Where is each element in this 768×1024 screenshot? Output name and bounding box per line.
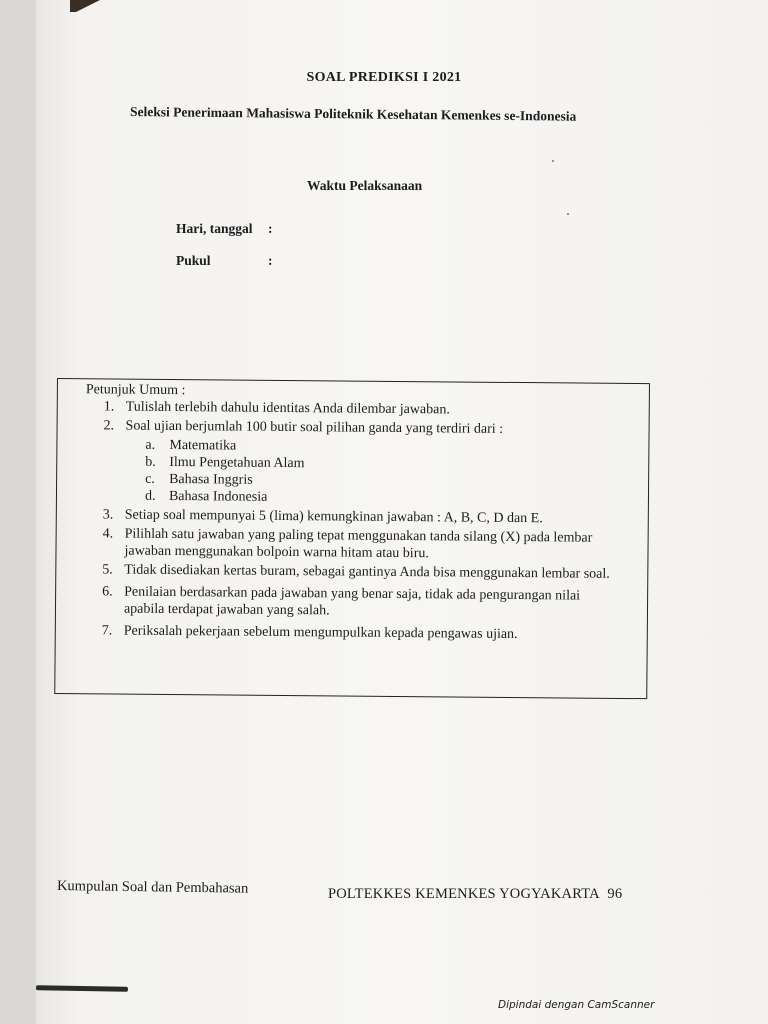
- sub-item-letter: c.: [145, 471, 155, 487]
- field-label: Hari, tanggal: [176, 221, 253, 236]
- sub-item-text: Ilmu Pengetahuan Alam: [169, 454, 305, 472]
- section-heading: Waktu Pelaksanaan: [307, 178, 423, 193]
- item-number: 4.: [102, 526, 114, 542]
- item-text: Soal ujian berjumlah 100 butir soal pilihan ganda yang terdiri dari :: [125, 418, 504, 437]
- item-text: Penilaian berdasarkan pada jawaban yang benar saja, tidak ada pengurangan nilai apabila terdapat jawaban yang salah.: [123, 584, 581, 619]
- sub-item-text: Bahasa Inggris: [169, 471, 253, 488]
- list-item: [56, 561, 647, 583]
- list-item: [56, 622, 647, 644]
- item-number: 5.: [102, 562, 113, 578]
- sub-item-letter: a.: [145, 437, 156, 453]
- sub-item-text: Matematika: [169, 437, 237, 454]
- item-text: Tulislah terlebih dahulu identitas Anda dilembar jawaban.: [125, 399, 450, 418]
- list-item: [56, 525, 647, 564]
- item-number: 7.: [101, 623, 113, 639]
- footer-institution: [328, 886, 622, 903]
- item-text: Pilihlah satu jawaban yang paling tepat menggunakan tanda silang (X) pada lembar jawaban menggunakan bolpoin warna hitam atau biru.: [124, 526, 593, 562]
- instructions-heading: Petunjuk Umum :: [85, 382, 186, 399]
- item-number: 2.: [103, 418, 115, 434]
- scan-speck: [552, 160, 554, 162]
- field-separator: :: [268, 253, 273, 268]
- scan-speck: [567, 213, 569, 215]
- sub-item-letter: b.: [145, 454, 156, 470]
- instructions-list: [56, 398, 649, 644]
- instructions-box: [54, 378, 650, 699]
- field-hari-tanggal: [176, 221, 273, 237]
- item-text: Periksalah pekerjaan sebelum mengumpulkan kepada pengawas ujian.: [123, 623, 518, 643]
- footer-institution-name: POLTEKKES KEMENKES YOGYAKARTA: [328, 886, 600, 902]
- sub-item-letter: d.: [144, 488, 156, 504]
- footer-book-title: Kumpulan Soal dan Pembahasan: [56, 878, 249, 897]
- camscanner-watermark: Dipindai dengan CamScanner: [498, 999, 655, 1011]
- list-item: [57, 417, 649, 509]
- item-text: Setiap soal mempunyai 5 (lima) kemungkinan jawaban : A, B, C, D dan E.: [124, 507, 543, 527]
- item-number: 1.: [103, 399, 115, 415]
- page-number: 96: [607, 886, 623, 902]
- document-subtitle: Seleksi Penerimaan Mahasiswa Politeknik Kesehatan Kemenkes se-Indonesia: [129, 104, 577, 124]
- subject-list: [125, 437, 625, 509]
- list-item: [56, 583, 647, 622]
- item-text: Tidak disediakan kertas buram, sebagai gantinya Anda bisa menggunakan lembar soal.: [124, 562, 610, 582]
- field-pukul: [176, 253, 273, 269]
- document-title: SOAL PREDIKSI I 2021: [306, 70, 462, 85]
- item-number: 3.: [102, 507, 114, 523]
- sub-item-text: Bahasa Indonesia: [168, 488, 268, 505]
- sub-item: [125, 488, 624, 509]
- item-number: 6.: [102, 584, 113, 600]
- field-separator: :: [268, 221, 273, 236]
- field-label: Pukul: [176, 253, 211, 268]
